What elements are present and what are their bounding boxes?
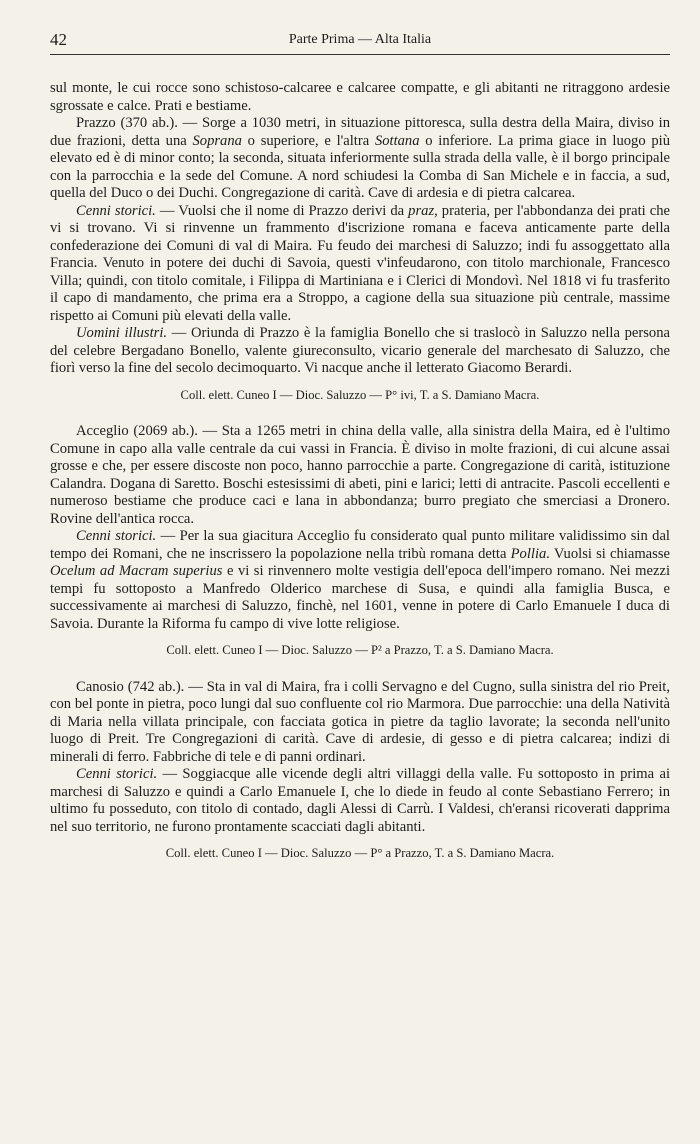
canosio-coll-line: Coll. elett. Cuneo I — Dioc. Saluzzo — P° a Prazzo, T. a S. Damiano Macra.	[165, 846, 555, 860]
prazzo-cenni-paragraph	[50, 203, 670, 326]
prazzo-name: Prazzo	[76, 115, 116, 131]
prazzo-uomini-text: — Oriunda di Prazzo è la famiglia Bonello che si traslocò in Saluzzo nella persona del celebre Bergadano Bonello, valente giureconsulto, vicario generale del marchesato di Saluzzo, che fiorì verso la fine del secolo decimoquarto. Vi nacque anche il letterato Giacomo Berardi.	[50, 325, 670, 376]
acceglio-cenni-paragraph	[50, 528, 670, 633]
canosio-cenni-label: Cenni storici.	[76, 766, 158, 782]
prazzo-uomini-label: Uomini illustri.	[76, 325, 168, 341]
page-body	[50, 80, 670, 863]
pollia-term: Pollia.	[510, 545, 550, 562]
page-header	[50, 30, 670, 55]
section-gap	[50, 660, 670, 679]
intro-paragraph: sul monte, le cui rocce sono schistoso-calcaree e calcaree compatte, e gli abitanti ne ritraggono ardesie sgrossate e calce. Prati e bestiame.	[50, 80, 670, 114]
running-head: Parte Prima — Alta Italia	[288, 32, 432, 47]
acceglio-cenni-3: e vi si rinvennero molte vestigia dell'epoca dell'impero romano. Nei mezzi tempi fu sottoposto a Manfredo Olderico marchese di Susa, e quindi alla famiglia Busca, e successivamente ai marchesi di Saluzzo, finchè, nel 1601, venne in potere di Carlo Emanuele I duca di Savoia. Durante la Riforma fu campo di vive lotte religiose.	[50, 563, 671, 632]
acceglio-paragraph	[50, 423, 670, 528]
acceglio-cenni-2: Vuolsi si chiamasse	[549, 545, 670, 562]
prazzo-coll-line: Coll. elett. Cuneo I — Dioc. Saluzzo — P° ivi, T. a S. Damiano Macra.	[180, 387, 540, 402]
canosio-desc: — Sta in val di Maira, fra i colli Servagno e del Cugno, sulla sinistra del rio Preit, con bel ponte in pietra, poco lungi dal suo confluente col rio Marmora. Due parrocchie: una della Natività di Maria nella villata principale, con facciata gotica in pietre da taglio lavorate; la seconda nell'unito luogo di Preit. Tre Congregazioni di carità. Cave di ardesie, di gesso e di pietra calcarea; indizi di minerali di ferro. Fabbriche di tele e di panni ordinari.	[50, 678, 670, 765]
praz-term: praz	[408, 202, 435, 219]
canosio-cenni-paragraph	[50, 766, 670, 836]
acceglio-cenni-label: Cenni storici.	[76, 528, 157, 544]
prazzo-desc-2: o superiore, e l'altra	[241, 132, 375, 149]
prazzo-desc-3: o inferiore. La prima giace in luogo più elevato ed è di minor conto; la seconda, situata inferiormente sulla strada della valle, è il borgo principale con la parrocchia e la sede del Comune. A nord schiudesi la Comba di San Michele e in faccia, a sud, quella del Duco o dei Duchi. Congregazione di carità. Cave di ardesia e di pietra calcarea.	[50, 132, 671, 201]
prazzo-paragraph	[50, 115, 670, 203]
prazzo-cenni-1: — Vuolsi che il nome di Prazzo derivi da	[155, 202, 409, 219]
canosio-cenni-text: — Soggiacque alle vicende degli altri villaggi della valle. Fu sottoposto in prima ai marchesi di Saluzzo e quindi a Carlo Emanuele I, che lo diede in feudo al conte Sebastiano Ferrero; in ultimo fu posseduto, con titolo di contado, dagli Alessi di Carrù. I Valdesi, ch'eransi ricoverati dapprima nel suo territorio, ne furono prontamente scacciati dagli abitanti.	[50, 766, 670, 835]
prazzo-cenni-label: Cenni storici.	[76, 202, 156, 219]
canosio-paragraph	[50, 679, 670, 767]
acceglio-pop: (2069 ab.).	[133, 423, 198, 439]
page-number: 42	[50, 30, 67, 49]
acceglio-name: Acceglio	[76, 423, 129, 439]
prazzo-cenni-2: , prateria, per l'abbondanza dei prati che vi si trovano. Vi si rinvenne un frammento d'iscrizione romana e faceva anticamente parte della confederazione dei Comuni di val di Maira. Fu feudo dei marchesi di Saluzzo; indi fu assoggettato alla Francia. Venuto in potere dei duchi di Savoia, questi v'infeudarono, con titolo marchionale, Francesco Villa; quindi, con titolo comitale, i Filippa di Martiniana e i Clerici di Mondovì. Nel 1818 vi fu trasferito il capo di mandamento, che prima era a Stroppo, a cagione della sua situazione più centrale, massime rispetto ai Comuni più elevati della valle.	[50, 202, 670, 324]
acceglio-coll-line: Coll. elett. Cuneo I — Dioc. Saluzzo — P² a Prazzo, T. a S. Damiano Macra.	[166, 643, 554, 657]
prazzo-uomini-paragraph	[50, 325, 670, 378]
canosio-pop: (742 ab.).	[127, 678, 185, 695]
canosio-name: Canosio	[76, 678, 124, 695]
section-gap	[50, 404, 670, 423]
acceglio-cenni-1: — Per la sua giacitura Acceglio fu considerato qual punto militare validissimo sin dal tempo dei Romani, che ne inscrissero la popolazione nella tribù romana detta	[50, 528, 670, 562]
acceglio-desc: — Sta a 1265 metri in china della valle, alla sinistra della Maira, ed è l'ultimo Comune in capo alla valle centrale da cui vassi in Francia. È diviso in molte frazioni, di cui alcune assai grosse e che, per essere discoste non poco, hanno parrocchie a parte. Congregazione di carità, istituzione Calandra. Dogana di Saretto. Boschi estesissimi di abeti, pini e larici; letti di antracite. Pascoli eccellenti e numeroso bestiame che produce caci e lana in abbondanza; burro pregiato che smerciasi a Dronero. Rovine dell'antica rocca.	[50, 423, 670, 527]
prazzo-desc-1: — Sorge a 1030 metri, in situazione pittoresca, sulla destra della Maira, diviso in due frazioni, detta una	[50, 115, 670, 149]
soprana-term: Soprana	[192, 132, 242, 149]
prazzo-pop: (370 ab.).	[120, 115, 178, 131]
ocelum-term: Ocelum ad Macram superius	[50, 563, 223, 579]
sottana-term: Sottana	[374, 132, 420, 149]
